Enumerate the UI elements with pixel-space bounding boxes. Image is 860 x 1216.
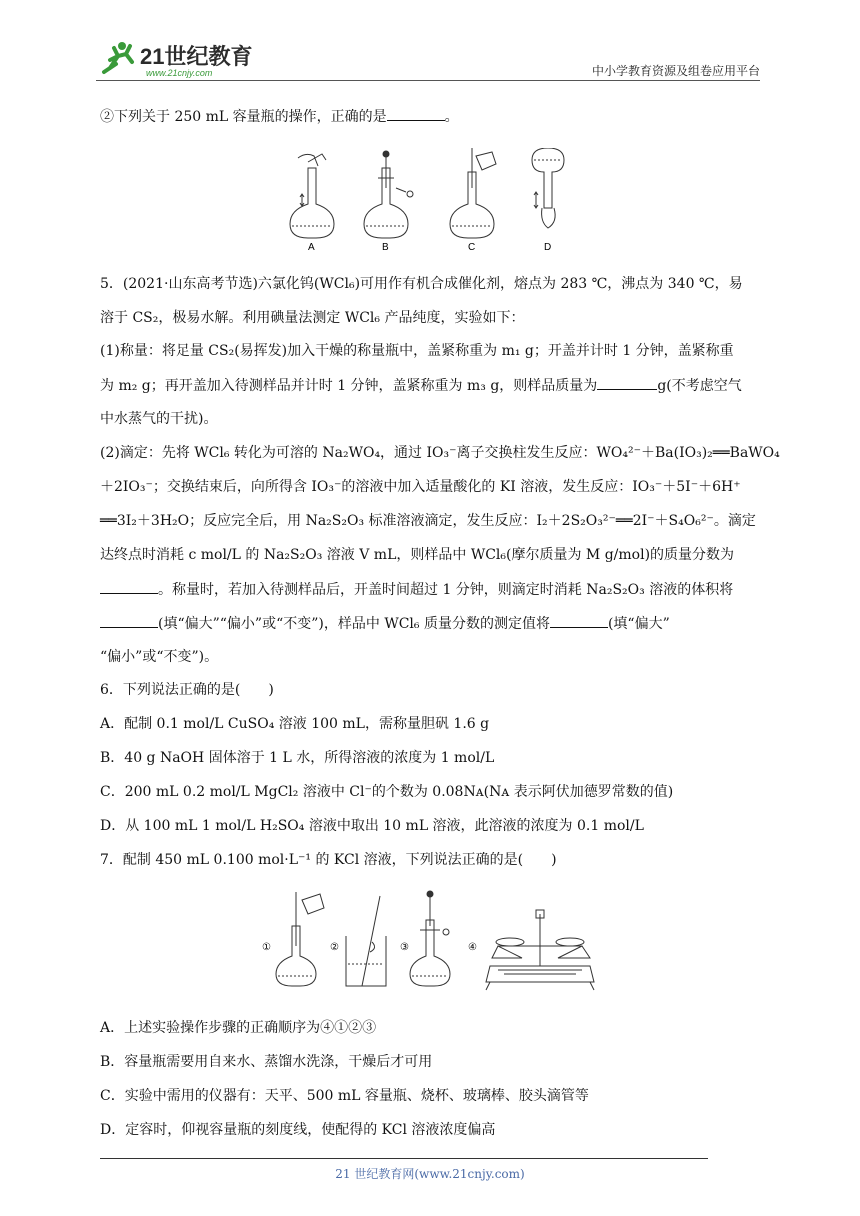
q5-line-12: “偏小”或“不变”)。	[100, 649, 219, 665]
logo-url-text: www.21cnjy.com	[146, 68, 213, 78]
q5-line-11a: (填“偏大”“偏小”或“不变”)，样品中 WCl₆ 质量分数的测定值将	[158, 616, 550, 632]
page-header	[96, 38, 760, 84]
fig-label-d: D	[544, 242, 552, 252]
footer-divider	[100, 1158, 708, 1159]
step2-stir-beaker	[346, 896, 386, 986]
q5-line-4b: g(不考虑空气	[657, 378, 742, 394]
answer-blank	[550, 613, 608, 628]
step4-balance	[486, 910, 594, 990]
q7-option-a: A．上述实验操作步骤的正确顺序为④①②③	[100, 1020, 377, 1036]
solution-prep-figure	[260, 886, 600, 996]
q5-line-8: ══3I₂＋3H₂O；反应完全后，用 Na₂S₂O₃ 标准溶液滴定，发生反应：I₂＋2S₂O₃²⁻══2I⁻＋S₄O₆²⁻。滴定	[100, 513, 756, 529]
footer-site-link[interactable]: 21 世纪教育网(www.21cnjy.com)	[335, 1167, 525, 1181]
q5-line-2: 溶于 CS₂，极易水解。利用碘量法测定 WCl₆ 产品纯度，实验如下：	[100, 310, 525, 326]
q4-part2	[100, 106, 764, 127]
q6-option-a: A．配制 0.1 mol/L CuSO₄ 溶液 100 mL，需称量胆矾 1.6 g	[100, 716, 490, 732]
q5-line-3: (1)称量：将足量 CS₂(易挥发)加入干燥的称量瓶中，盖紧称重为 m₁ g；开盖并计时 1 分钟，盖紧称重	[100, 343, 734, 359]
q5-line-4	[100, 375, 764, 396]
q7-option-b: B．容量瓶需要用自来水、蒸馏水洗涤，干燥后才可用	[100, 1054, 433, 1070]
q5-line-4a: 为 m₂ g；再开盖加入待测样品并计时 1 分钟，盖紧称重为 m₃ g，则样品质量为	[100, 378, 598, 394]
q4-tail: 。	[444, 109, 459, 125]
fig2-label-2: ②	[330, 942, 339, 953]
q5-line-11	[100, 613, 764, 634]
step1-transfer	[276, 892, 324, 986]
answer-blank	[597, 375, 657, 390]
step3-dropper-flask	[410, 891, 450, 986]
q6-option-c: C．200 mL 0.2 mol/L MgCl₂ 溶液中 Cl⁻的个数为 0.08Nᴀ(Nᴀ 表示阿伏加德罗常数的值)	[100, 784, 674, 800]
q4-part2-text: ②下列关于 250 mL 容量瓶的操作，正确的是	[100, 109, 387, 125]
q5-line-1: 5．(2021·山东高考节选)六氯化钨(WCl₆)可用作有机合成催化剂，熔点为 283 ℃，沸点为 340 ℃，易	[100, 276, 743, 292]
q7-option-d: D．定容时，仰视容量瓶的刻度线，使配得的 KCl 溶液浓度偏高	[100, 1122, 496, 1138]
fig2-label-3: ③	[400, 942, 409, 953]
q5-line-5: 中水蒸气的干扰)。	[100, 411, 218, 427]
logo-main-text: 21世纪教育	[140, 44, 253, 69]
volumetric-flask-figure-abcd	[278, 148, 578, 252]
q7-option-c: C．实验中需用的仪器有：天平、500 mL 容量瓶、烧杯、玻璃棒、胶头滴管等	[100, 1088, 589, 1104]
q5-line-7: ＋2IO₃⁻；交换结束后，向所得含 IO₃⁻的溶液中加入适量酸化的 KI 溶液，发生反应：IO₃⁻＋5I⁻＋6H⁺	[100, 479, 741, 495]
answer-blank	[387, 106, 445, 121]
q6-stem: 6．下列说法正确的是( )	[100, 682, 274, 698]
answer-blank	[100, 579, 158, 594]
q6-option-d: D．从 100 mL 1 mol/L H₂SO₄ 溶液中取出 10 mL 溶液，此溶液的浓度为 0.1 mol/L	[100, 818, 644, 834]
fig-label-b: B	[382, 242, 389, 252]
fig-label-c: C	[468, 242, 476, 252]
q6-option-b: B．40 g NaOH 固体溶于 1 L 水，所得溶液的浓度为 1 mol/L	[100, 750, 495, 766]
flask-a	[290, 154, 334, 238]
flask-c	[450, 148, 496, 238]
q7-stem: 7．配制 450 mL 0.100 mol·L⁻¹ 的 KCl 溶液，下列说法正确的是( )	[100, 852, 557, 868]
runner-icon	[104, 42, 132, 72]
q5-line-10-text: 。称量时，若加入待测样品后，开盖时间超过 1 分钟，则滴定时消耗 Na₂S₂O₃ 溶液的体积将	[158, 582, 734, 598]
q5-line-9: 达终点时消耗 c mol/L 的 Na₂S₂O₃ 溶液 V mL，则样品中 WCl₆(摩尔质量为 M g/mol)的质量分数为	[100, 547, 735, 563]
fig2-label-1: ①	[262, 942, 271, 953]
answer-blank	[100, 613, 158, 628]
q5-line-6: (2)滴定：先将 WCl₆ 转化为可溶的 Na₂WO₄，通过 IO₃⁻离子交换柱发生反应：WO₄²⁻＋Ba(IO₃)₂══BaWO₄	[100, 445, 780, 461]
q5-line-10	[100, 579, 764, 600]
flask-b	[364, 151, 413, 238]
q5-line-11b: (填“偏大”	[607, 616, 670, 632]
fig2-label-4: ④	[468, 942, 477, 953]
site-logo	[96, 38, 266, 80]
header-divider	[96, 80, 760, 81]
flask-d	[532, 148, 564, 228]
header-platform-text: 中小学教育资源及组卷应用平台	[591, 64, 760, 78]
fig-label-a: A	[308, 242, 315, 252]
